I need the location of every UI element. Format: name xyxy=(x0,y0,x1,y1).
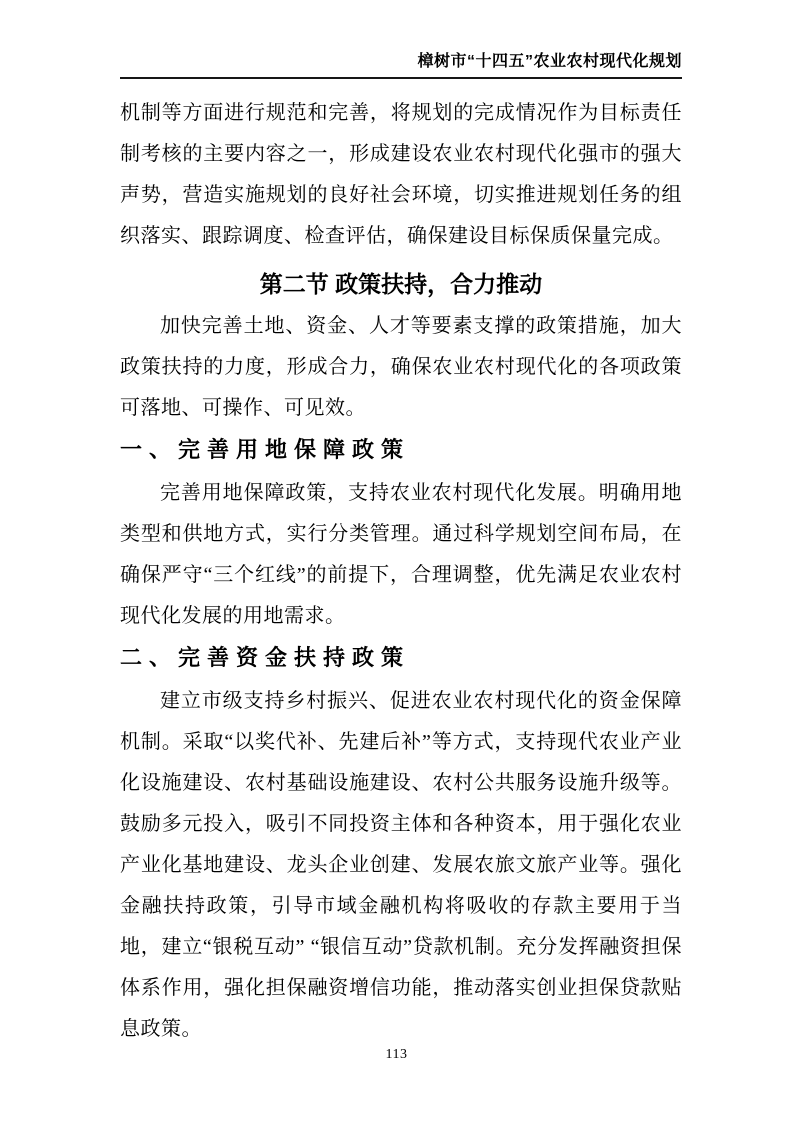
header-divider-rule xyxy=(120,77,682,79)
subsection-1-heading: 一、完善用地保障政策 xyxy=(120,437,411,462)
page-number: 113 xyxy=(385,1047,408,1062)
page-body xyxy=(120,93,682,1050)
subsection-2-paragraph: 建立市级支持乡村振兴、促进农业农村现代化的资金保障机制。采取“以奖代补、先建后补”等方式，支持现代农业产业化设施建设、农村基础设施建设、农村公共服务设施升级等。鼓励多元投入，吸引不同投资主体和各种资本，用于强化农业产业化基地建设、龙头企业创建、发展农旅文旅产业等。强化金融扶持政策，引导市域金融机构将吸收的存款主要用于当地，建立“银税互动” “银信互动”贷款机制。充分发挥融资担保体系作用，强化担保融资增信功能，推动落实创业担保贷款贴息政策。 xyxy=(120,690,682,1040)
page-header-title: 樟树市“十四五”农业农村现代化规划 xyxy=(417,53,682,70)
section-heading: 第二节 政策扶持，合力推动 xyxy=(259,271,543,297)
continuation-paragraph: 机制等方面进行规范和完善，将规划的完成情况作为目标责任制考核的主要内容之一，形成建设农业农村现代化强市的强大声势，营造实施规划的良好社会环境，切实推进规划任务的组织落实、跟踪调度、检查评估，确保建设目标保质保量完成。 xyxy=(120,102,682,247)
subsection-2-heading: 二、完善资金扶持政策 xyxy=(120,645,411,670)
subsection-1-paragraph: 完善用地保障政策，支持农业农村现代化发展。明确用地类型和供地方式，实行分类管理。通过科学规划空间布局，在确保严守“三个红线”的前提下，合理调整，优先满足农业农村现代化发展的用地需求。 xyxy=(120,482,682,627)
section-intro-paragraph: 加快完善土地、资金、人才等要素支撑的政策措施，加大政策扶持的力度，形成合力，确保农业农村现代化的各项政策可落地、可操作、可见效。 xyxy=(120,315,682,419)
